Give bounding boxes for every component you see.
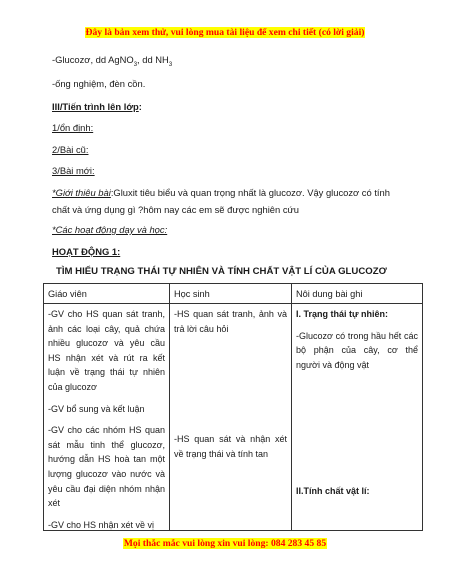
teacher-cell (44, 304, 170, 531)
lesson-table (43, 283, 423, 531)
contact-banner (0, 538, 450, 549)
section-heading-colon: : (138, 101, 142, 112)
activities-label: *Các hoạt động dạy và học: (52, 224, 168, 235)
header-notes: Nôi dung bài ghi (292, 284, 423, 304)
notes-text-1: -Glucozơ có trong hầu hết các bộ phận của cây, cơ thể người và động vật (296, 330, 418, 370)
subscript-3: 3 (133, 61, 138, 68)
header-student: Học sinh (170, 284, 292, 304)
materials-text-1: -Glucozơ, dd AgNO (52, 54, 134, 65)
notes-heading-1: I. Trạng thái tự nhiên: (296, 309, 389, 319)
section-heading (52, 99, 142, 116)
teacher-step-2: -GV bổ sung và kết luận (48, 403, 145, 414)
step-2: 2/Bài cũ: (52, 144, 89, 155)
materials-text-2: , dd NH (137, 54, 169, 65)
student-step-1: -HS quan sát tranh, ảnh và trả lời câu hỏi (174, 309, 287, 334)
teacher-step-3: -GV cho các nhóm HS quan sát mẫu tinh thể glucozơ, hướng dẫn HS hoà tan một lượng glucozơ vào nước và yêu cầu đại diện nhóm nhận xét (48, 425, 165, 509)
preview-banner-text: Đây là bản xem thử, vui lòng mua tài liệu để xem chi tiết (có lời giải) (85, 27, 365, 38)
subscript-3-b: 3 (168, 61, 173, 68)
activity-1-label: HOẠT ĐỘNG 1: (52, 246, 121, 257)
intro-text-1: :Gluxit tiêu biểu và quan trọng nhất là glucozơ. Vậy glucozơ có tính (110, 187, 390, 198)
intro-line-2: chất và ứng dụng gì ?hôm nay các em sẽ được nghiên cứu (52, 204, 299, 215)
materials-line-2: -ống nghiệm, đèn cồn. (52, 78, 146, 89)
header-teacher: Giáo viên (44, 284, 170, 304)
activity-1-title: TÌM HIỂU TRẠNG THÁI TỰ NHIÊN VÀ TÍNH CHẤT VẬT LÍ CỦA GLUCOZƠ (56, 266, 387, 277)
table-row (44, 304, 423, 531)
step-3: 3/Bài mới: (52, 165, 95, 176)
step-1: 1/ổn định: (52, 122, 94, 133)
section-heading-text: III/Tiến trình lên lớp (52, 101, 139, 112)
materials-line-1 (52, 52, 172, 73)
intro-label: *Giới thiêu bài (52, 187, 111, 198)
teacher-step-4: -GV cho HS nhận xét về vị (48, 519, 155, 530)
student-step-2: -HS quan sát và nhận xét về trạng thái và tính tan (174, 434, 287, 459)
teacher-step-1: -GV cho HS quan sát tranh, ảnh các loại cây, quả chứa nhiều glucozơ và yêu cầu HS nhận xét và rút ra kết luận về trạng thái tự nhiên của glucozơ (48, 309, 165, 392)
teacher-cell-body (48, 304, 165, 530)
contact-banner-text: Mọi thắc mắc vui lòng xin vui lòng: 084 283 45 85 (123, 538, 327, 549)
notes-cell (292, 304, 423, 531)
intro-line-1 (52, 185, 390, 202)
notes-heading-2: II.Tính chất vật lí: (296, 486, 370, 497)
table-header-row (44, 284, 423, 304)
student-cell (170, 304, 292, 531)
preview-banner (0, 27, 450, 38)
